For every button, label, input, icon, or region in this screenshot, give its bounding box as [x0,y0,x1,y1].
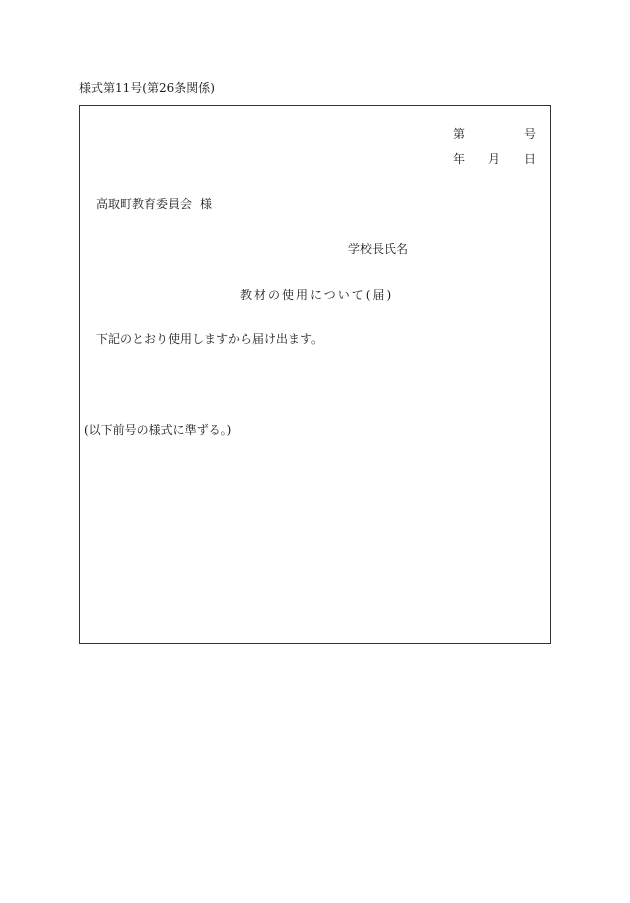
addressee-honorific: 様 [200,197,213,211]
document-title: 教材の使用について(届) [240,288,394,302]
date-year-label: 年 [453,152,466,166]
date-day-label: 日 [524,152,537,166]
form-number-label: 様式第11号(第26条関係) [79,81,215,95]
document-frame [79,105,551,644]
document-body: 下記のとおり使用しますから届け出ます。 [96,332,324,346]
date-month-label: 月 [488,152,501,166]
document-note: (以下前号の様式に準ずる。) [84,423,232,437]
principal-name-label: 学校長氏名 [348,242,409,256]
document-number-suffix: 号 [524,127,537,141]
document-number-prefix: 第 [453,127,466,141]
addressee-name: 高取町教育委員会 [96,197,193,211]
